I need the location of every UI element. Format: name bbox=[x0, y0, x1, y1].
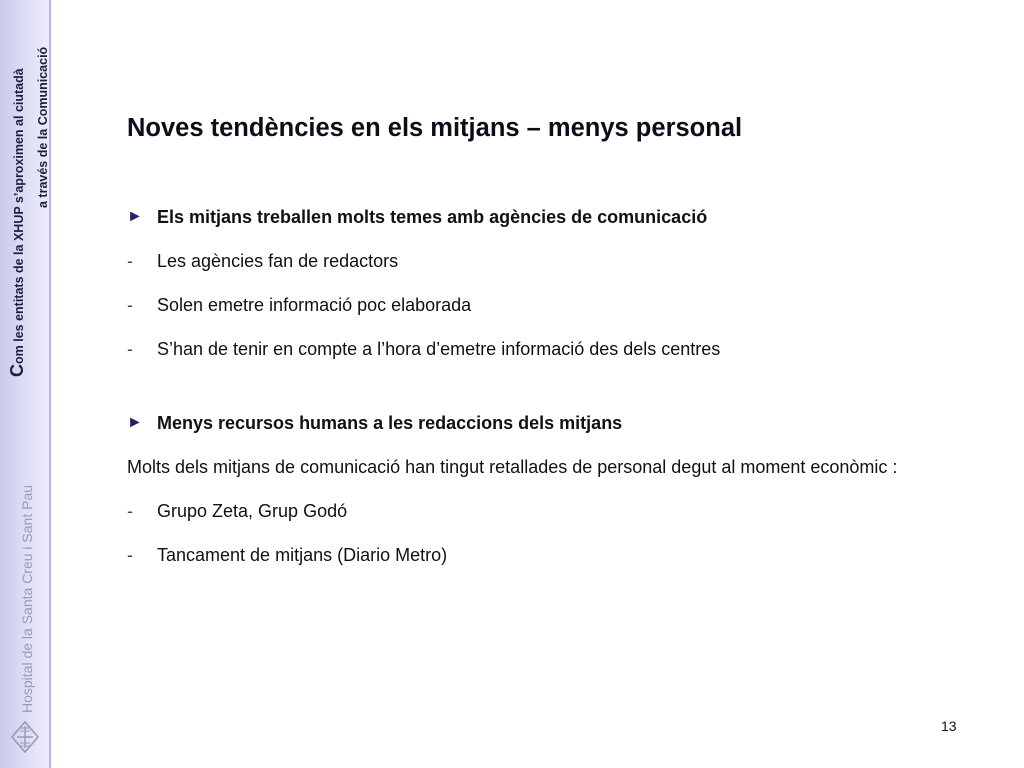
hospital-logo-icon bbox=[10, 720, 40, 754]
page-number: 13 bbox=[941, 718, 957, 734]
slide-title: Noves tendències en els mitjans – menys personal bbox=[127, 114, 743, 142]
sidebar-title-line1 bbox=[7, 68, 28, 377]
sidebar-title-line2: a través de la Comunicació bbox=[36, 46, 50, 208]
dash-text: S’han de tenir en compte a l’hora d’emetre informació des dels centres bbox=[157, 339, 721, 359]
slide-content bbox=[127, 206, 953, 566]
dash-item bbox=[127, 544, 953, 566]
dash-text: Tancament de mitjans (Diario Metro) bbox=[157, 545, 448, 565]
dash-item bbox=[127, 294, 953, 316]
bullet-text: Els mitjans treballen molts temes amb agències de comunicació bbox=[157, 207, 708, 227]
paragraph-text: Molts dels mitjans de comunicació han tingut retallades de personal degut al moment econòmic : bbox=[127, 457, 898, 477]
bullet-item bbox=[127, 206, 953, 228]
dash-item bbox=[127, 338, 953, 360]
bullet-text: Menys recursos humans a les redaccions dels mitjans bbox=[157, 413, 623, 433]
bullet-arrow-icon: ► bbox=[127, 208, 143, 225]
sidebar-hospital-name: Hospital de la Santa Creu i Sant Pau bbox=[19, 484, 35, 713]
dash-item bbox=[127, 500, 953, 522]
dash-text: Solen emetre informació poc elaborada bbox=[157, 295, 472, 315]
dash-marker: - bbox=[127, 295, 133, 315]
sidebar-title bbox=[2, 12, 50, 377]
bullet-arrow-icon: ► bbox=[127, 414, 143, 431]
sidebar-title-initial: C bbox=[7, 364, 27, 377]
sidebar-title-line1-text: om les entitats de la XHUP s’aproximen al ciutadà bbox=[12, 68, 26, 364]
dash-text: Grupo Zeta, Grup Godó bbox=[157, 501, 348, 521]
dash-marker: - bbox=[127, 501, 133, 521]
dash-text: Les agències fan de redactors bbox=[157, 251, 399, 271]
dash-marker: - bbox=[127, 339, 133, 359]
bullet-item bbox=[127, 412, 953, 434]
paragraph-item bbox=[127, 456, 953, 478]
dash-marker: - bbox=[127, 545, 133, 565]
dash-item bbox=[127, 250, 953, 272]
dash-marker: - bbox=[127, 251, 133, 271]
